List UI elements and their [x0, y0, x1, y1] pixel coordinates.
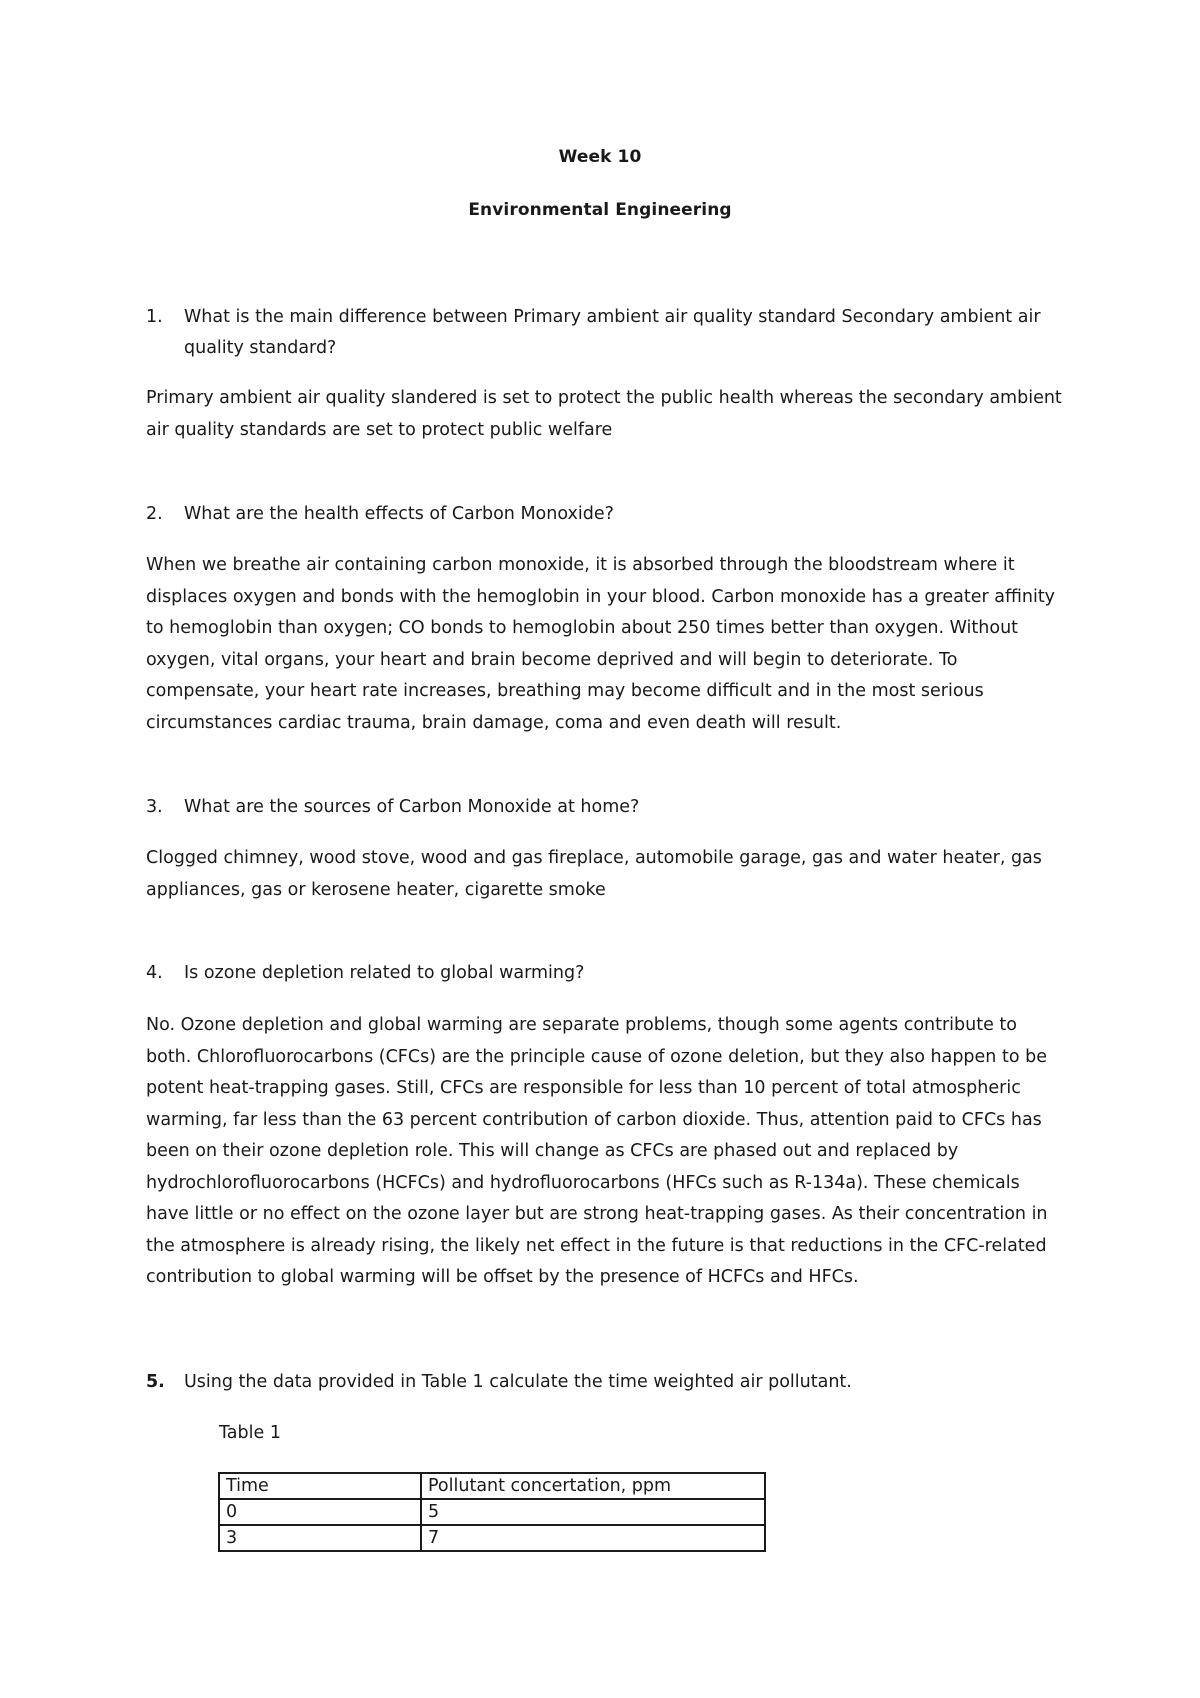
question-text: What are the health effects of Carbon Monoxide?: [184, 504, 614, 524]
table-cell: 5: [421, 1499, 765, 1525]
table-header-cell: Pollutant concertation, ppm: [421, 1473, 765, 1499]
question-number: 5.: [146, 1372, 165, 1392]
answer-4: No. Ozone depletion and global warming are separate problems, though some agents contribute to both. Chlorofluorocarbons (CFCs) are the principle cause of ozone deletion, but they also happen to be potent heat-trapping gases. Still, CFCs are responsible for less than 10 percent of total atmospheric warming, far less than the 63 percent contribution of carbon dioxide. Thus, attention paid to CFCs has been on their ozone depletion role. This will change as CFCs are phased out and replaced by hydrochlorofluorocarbons (HCFCs) and hydrofluorocarbons (HFCs such as R-134a). These chemicals have little or no effect on the ozone layer but are strong heat-trapping gases. As their concentration in the atmosphere is already rising, the likely net effect in the future is that reductions in the CFC-related contribution to global warming will be offset by the presence of HCFCs and HFCs.: [146, 1015, 1048, 1287]
question-text: Is ozone depletion related to global warming?: [184, 963, 585, 983]
table-header-cell: Time: [219, 1473, 421, 1499]
question-number: 1.: [146, 307, 163, 327]
pollutant-table: [218, 1472, 766, 1552]
question-number: 2.: [146, 504, 163, 524]
table-row: [219, 1499, 765, 1525]
table-row: [219, 1525, 765, 1551]
table-cell: 0: [219, 1499, 421, 1525]
question-number: 4.: [146, 963, 163, 983]
question-1: [146, 302, 1046, 364]
course-title: Environmental Engineering: [468, 200, 732, 220]
question-text: Using the data provided in Table 1 calculate the time weighted air pollutant.: [184, 1372, 852, 1392]
week-heading: Week 10: [558, 147, 642, 167]
table-header-row: [219, 1473, 765, 1499]
answer-2: When we breathe air containing carbon monoxide, it is absorbed through the bloodstream where it displaces oxygen and bonds with the hemoglobin in your blood. Carbon monoxide has a greater affinity to hemoglobin than oxygen; CO bonds to hemoglobin about 250 times better than oxygen. Without oxygen, vital organs, your heart and brain become deprived and will begin to deteriorate. To compensate, your heart rate increases, breathing may become difficult and in the most serious circumstances cardiac trauma, brain damage, coma and even death will result.: [146, 555, 1056, 733]
question-text: What is the main difference between Primary ambient air quality standard Secondary ambient air quality standard?: [184, 307, 1041, 358]
question-text: What are the sources of Carbon Monoxide at home?: [184, 797, 640, 817]
question-4: [146, 958, 1046, 989]
table-cell: 7: [421, 1525, 765, 1551]
question-3: [146, 792, 1046, 823]
question-5: [146, 1367, 1046, 1398]
table-cell: 3: [219, 1525, 421, 1551]
question-2: [146, 499, 1046, 530]
answer-1: Primary ambient air quality slandered is set to protect the public health whereas the secondary ambient air quality standards are set to protect public welfare: [146, 388, 1062, 440]
table-caption: Table 1: [219, 1423, 281, 1443]
answer-3: Clogged chimney, wood stove, wood and gas fireplace, automobile garage, gas and water heater, gas appliances, gas or kerosene heater, cigarette smoke: [146, 848, 1042, 900]
question-number: 3.: [146, 797, 163, 817]
